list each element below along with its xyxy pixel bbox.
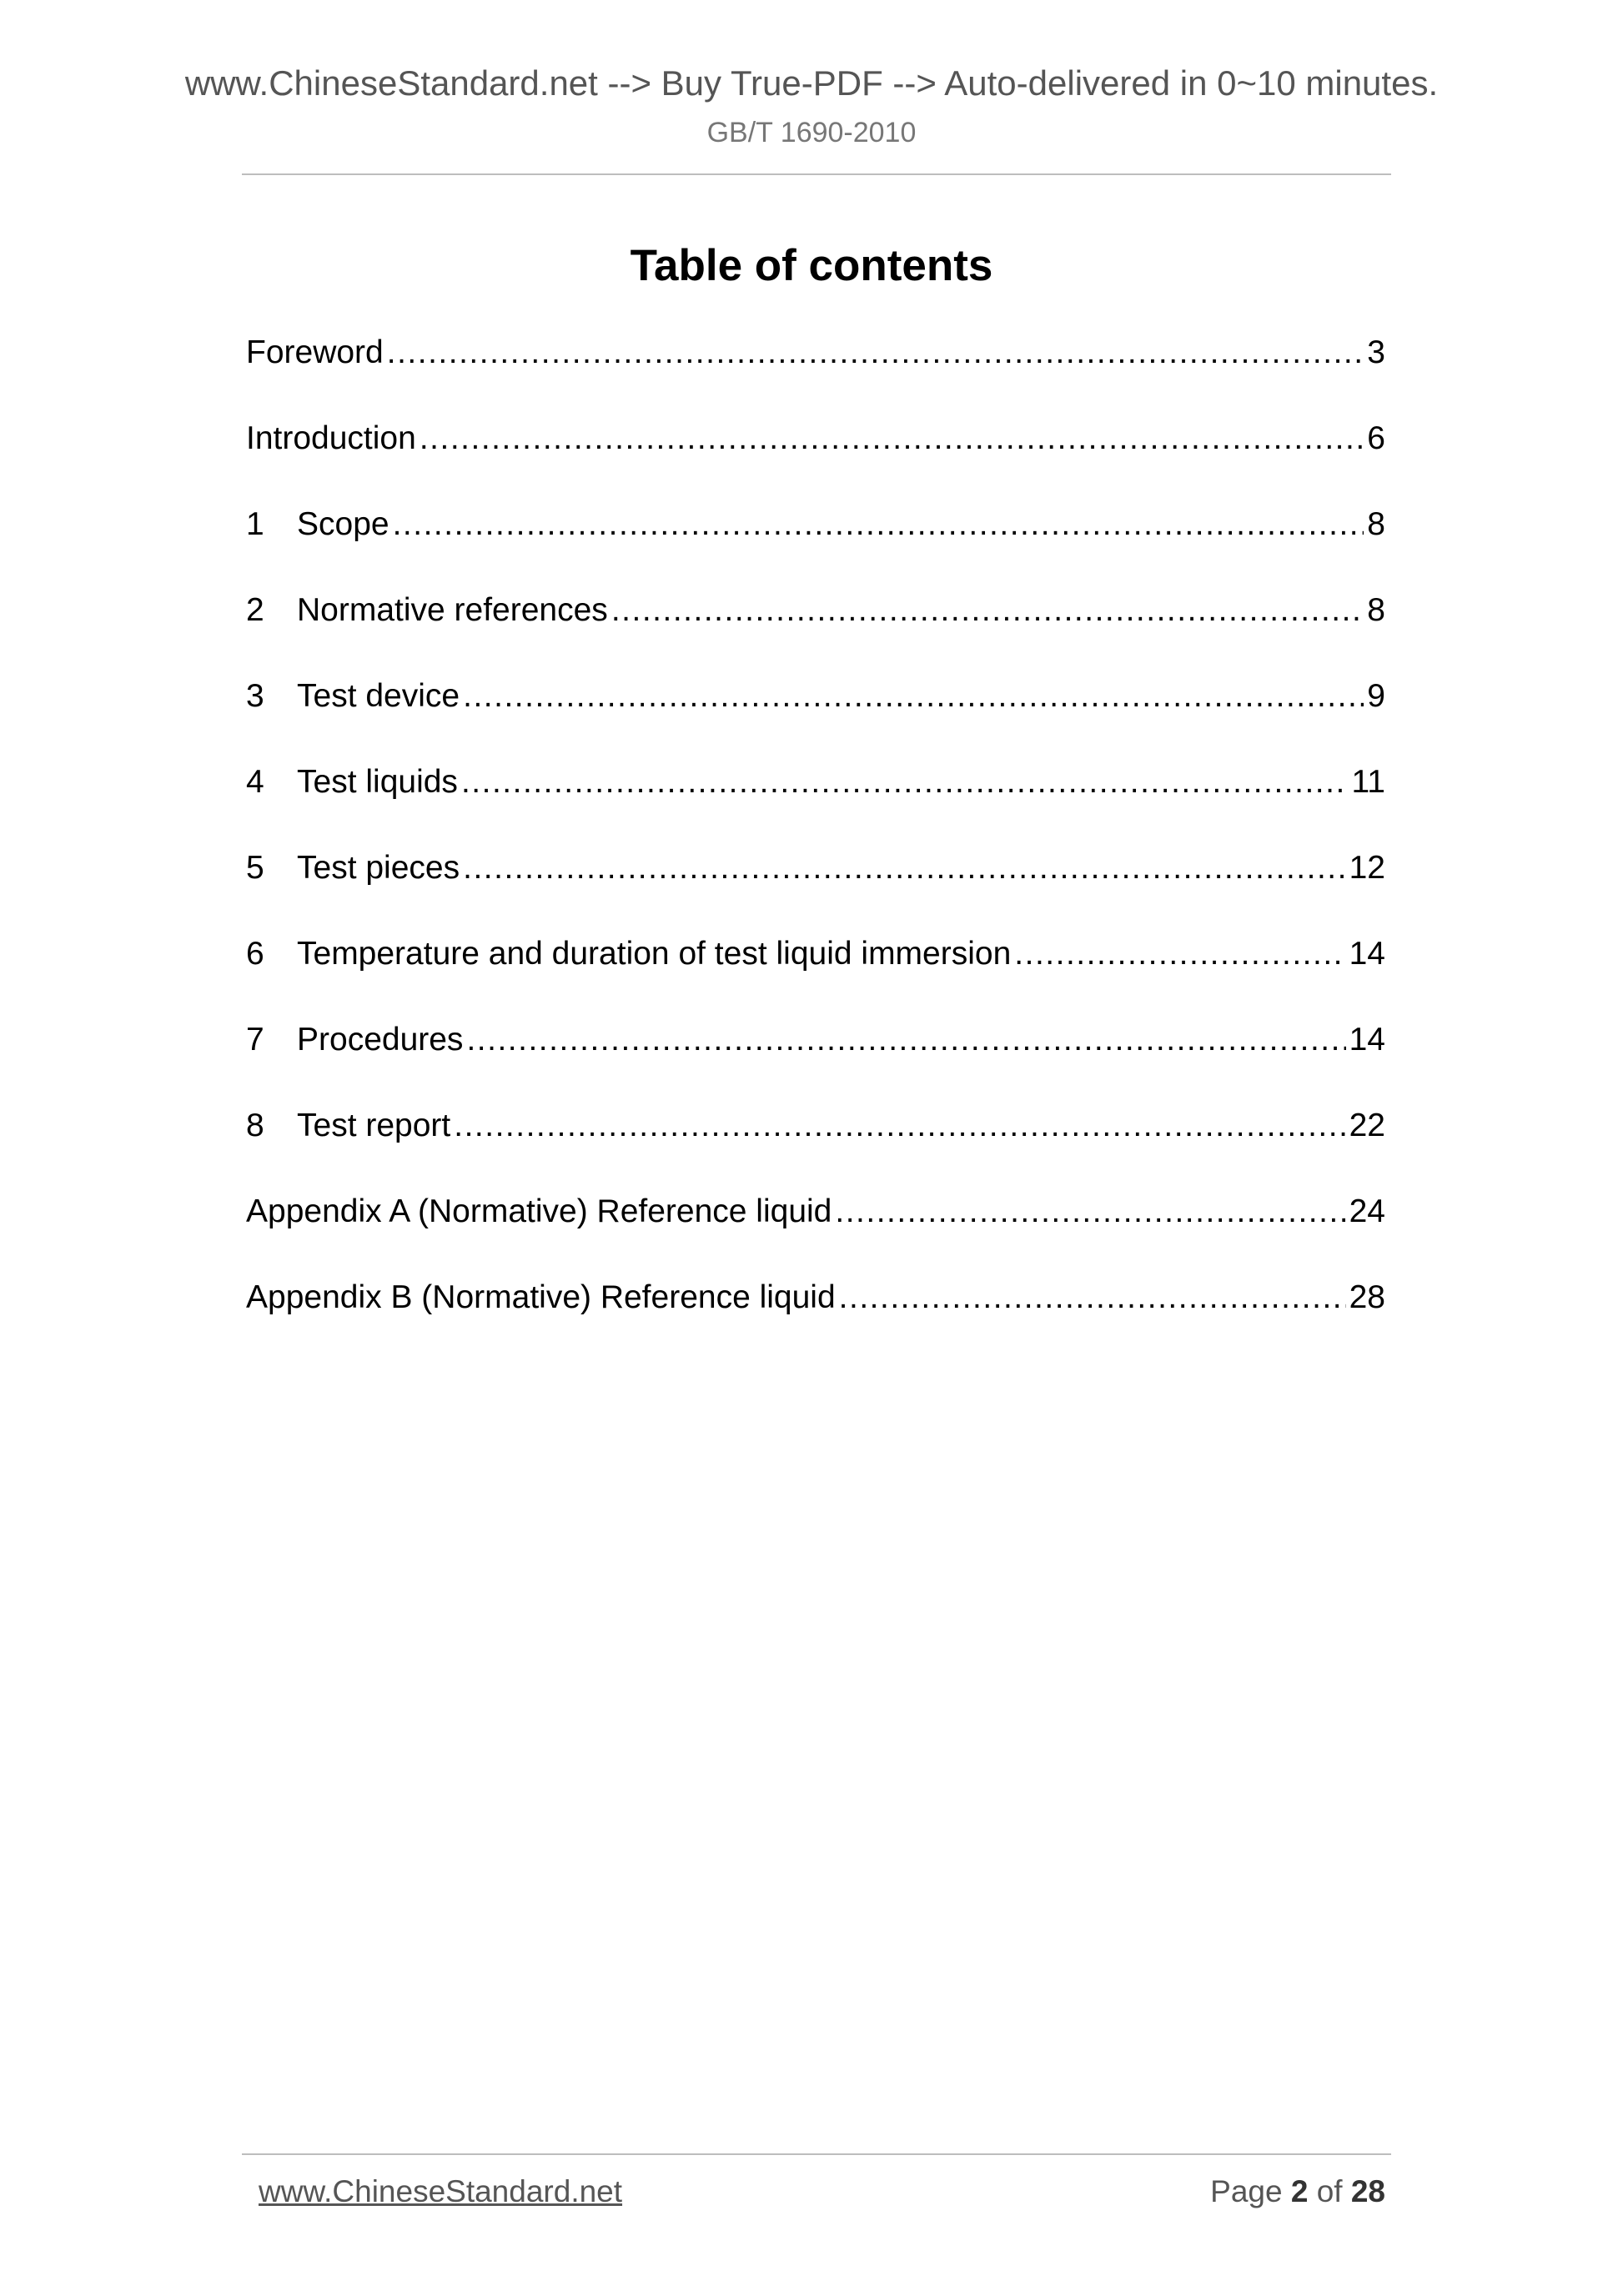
toc-entry-number: 7 [246, 1022, 264, 1058]
toc-leader-dots [1014, 931, 1345, 977]
toc-leader-dots [393, 501, 1364, 548]
toc-leader-dots [420, 415, 1364, 462]
toc-entry-number: 6 [246, 936, 264, 972]
toc-entry-text: Appendix B (Normative) Reference liquid [246, 1279, 836, 1315]
toc-entry-text: Temperature and duration of test liquid immersion [297, 936, 1012, 972]
toc-leader-dots [387, 329, 1364, 376]
toc-leader-dots [839, 1274, 1346, 1321]
toc-entry-text: Procedures [297, 1022, 464, 1058]
toc-title: Table of contents [630, 241, 993, 290]
toc-entry-text: Test report [297, 1108, 451, 1143]
toc-leader-dots [461, 759, 1349, 806]
toc-entry-text: Scope [297, 506, 389, 542]
toc-entry-number: 2 [246, 592, 264, 628]
toc-entry-page: 14 [1349, 936, 1385, 972]
header-divider [242, 173, 1391, 175]
toc-entry-text: Test pieces [297, 850, 460, 886]
toc-entry-number: 4 [246, 764, 264, 800]
page-of-label: of [1316, 2174, 1343, 2208]
footer-divider [242, 2153, 1391, 2155]
toc-entry-page: 6 [1367, 420, 1385, 456]
toc-entry-page: 12 [1349, 850, 1385, 886]
toc-entry-page: 14 [1349, 1022, 1385, 1058]
toc-entry-page: 22 [1349, 1108, 1385, 1143]
toc-entry-test-report[interactable] [246, 1103, 1385, 1188]
toc-entry-appendix-b[interactable] [246, 1274, 1385, 1360]
page-prefix: Page [1210, 2174, 1283, 2208]
toc-entry-foreword[interactable] [246, 329, 1385, 415]
toc-entry-number: 3 [246, 678, 264, 714]
toc-entry-text: Appendix A (Normative) Reference liquid [246, 1193, 832, 1229]
toc-leader-dots [463, 673, 1364, 720]
toc-entry-appendix-a[interactable] [246, 1188, 1385, 1274]
current-page-number: 2 [1290, 2174, 1309, 2208]
standard-code: GB/T 1690-2010 [706, 117, 917, 148]
toc-entry-page: 8 [1367, 506, 1385, 542]
toc-entry-page: 11 [1351, 764, 1385, 800]
total-pages-number: 28 [1350, 2174, 1385, 2208]
toc-leader-dots [611, 587, 1364, 634]
toc-entry-introduction[interactable] [246, 415, 1385, 501]
toc-entry-page: 24 [1349, 1193, 1385, 1229]
toc-entry-test-pieces[interactable] [246, 845, 1385, 931]
toc-entry-text: Introduction [246, 420, 416, 456]
toc-leader-dots [466, 1017, 1345, 1063]
toc-entry-text: Normative references [297, 592, 608, 628]
toc-entry-test-device[interactable] [246, 673, 1385, 759]
promo-banner-text: www.ChineseStandard.net --> Buy True-PDF --> Auto-delivered in 0~10 minutes. [184, 63, 1439, 103]
toc-entry-scope[interactable] [246, 501, 1385, 587]
toc-entry-text: Test liquids [297, 764, 458, 800]
toc-entry-page: 3 [1367, 334, 1385, 370]
toc-entry-number: 1 [246, 506, 264, 542]
table-of-contents [246, 329, 1385, 1360]
toc-entry-test-liquids[interactable] [246, 759, 1385, 845]
toc-entry-procedures[interactable] [246, 1017, 1385, 1103]
toc-entry-page: 8 [1367, 592, 1385, 628]
toc-entry-text: Foreword [246, 334, 384, 370]
toc-entry-text: Test device [297, 678, 460, 714]
toc-entry-number: 8 [246, 1108, 264, 1143]
footer-site-link[interactable]: www.ChineseStandard.net [259, 2174, 623, 2208]
toc-entry-temperature-duration[interactable] [246, 931, 1385, 1017]
toc-leader-dots [463, 845, 1346, 892]
toc-leader-dots [454, 1103, 1345, 1149]
toc-entry-normative-references[interactable] [246, 587, 1385, 673]
page-indicator [1210, 2174, 1385, 2209]
toc-leader-dots [835, 1188, 1345, 1235]
toc-entry-page: 28 [1349, 1279, 1385, 1315]
toc-entry-number: 5 [246, 850, 264, 886]
toc-entry-page: 9 [1367, 678, 1385, 714]
